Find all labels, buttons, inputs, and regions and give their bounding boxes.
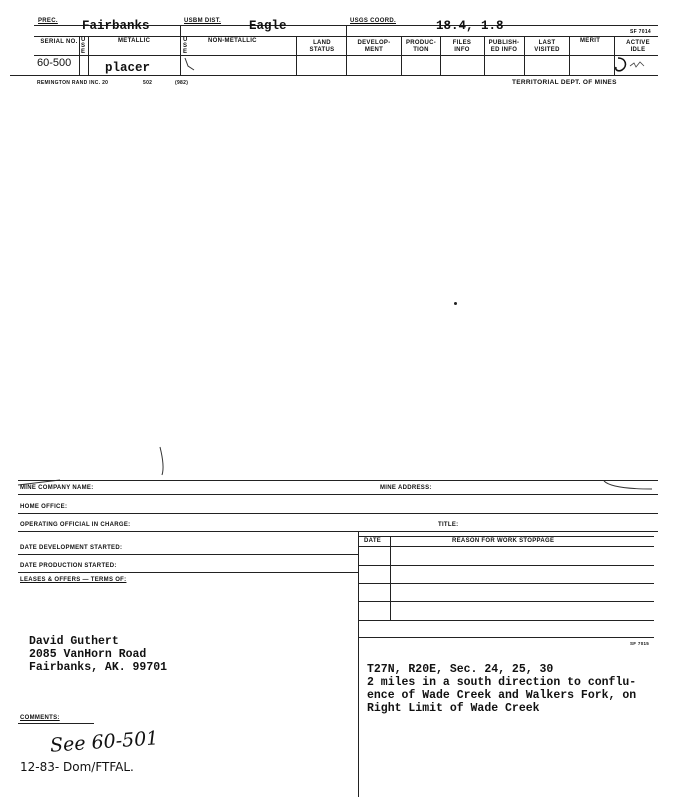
col-use-metallic: U S E [81, 37, 86, 55]
prec-value: Fairbanks [82, 19, 150, 33]
rule [18, 554, 358, 555]
rule [358, 620, 654, 621]
col-merit: MERIT [580, 38, 601, 44]
title-label: TITLE: [438, 522, 459, 528]
divider [484, 36, 485, 75]
divider [569, 36, 570, 75]
col-files-info: FILES INFO [452, 40, 472, 53]
location-line-4: Right Limit of Wade Creek [367, 702, 540, 715]
date-col-header: DATE [364, 538, 382, 544]
metallic-value: placer [105, 61, 151, 75]
mine-address-label: MINE ADDRESS: [380, 485, 432, 491]
handwritten-initials: 12-83- Dom/FTFAL. [20, 760, 134, 774]
col-use-nonmetallic: U S E [183, 37, 188, 55]
col-serial-no: SERIAL NO. [40, 39, 78, 45]
form-code-bottom: SF 7015 [630, 641, 650, 646]
printer-code: 502 [143, 80, 153, 86]
rule [18, 513, 658, 514]
comments-label: COMMENTS: [20, 715, 60, 721]
divider [296, 36, 297, 75]
home-office-label: HOME OFFICE: [20, 504, 68, 510]
usgs-coord-value: 18.4, 1.8 [436, 19, 504, 33]
owner-street: 2085 VanHorn Road [29, 648, 147, 661]
rule [358, 546, 654, 547]
col-nonmetallic: NON-METALLIC [208, 38, 257, 44]
serial-value: 60-500 [37, 57, 72, 69]
location-line-3: ence of Wade Creek and Walkers Fork, on [367, 689, 637, 702]
form-code-top: SF 7014 [630, 29, 652, 35]
owner-city: Fairbanks, AK. 99701 [29, 661, 168, 674]
rule [358, 583, 654, 584]
usbm-dist-value: Eagle [249, 19, 287, 33]
printer-code-2: (982) [175, 80, 189, 86]
rule [358, 637, 654, 638]
mine-company-label: MINE COMPANY NAME: [20, 485, 94, 491]
divider [390, 536, 391, 620]
col-active-idle: ACTIVE IDLE [626, 40, 650, 53]
location-line-2: 2 miles in a south direction to conflu- [367, 676, 637, 689]
rule [358, 536, 654, 537]
dept-name: TERRITORIAL DEPT. OF MINES [512, 79, 617, 86]
col-last-visited: LAST VISITED [534, 40, 560, 53]
rule [18, 494, 658, 495]
date-development-label: DATE DEVELOPMENT STARTED: [20, 545, 123, 551]
rule [18, 531, 658, 532]
location-line-1: T27N, R20E, Sec. 24, 25, 30 [367, 663, 554, 676]
divider [79, 36, 80, 75]
divider [524, 36, 525, 75]
divider [358, 531, 359, 797]
col-land-status: LAND STATUS [309, 40, 335, 53]
handwritten-see-ref: See 60-501 [49, 727, 160, 757]
divider [88, 36, 89, 75]
rule-top [18, 480, 658, 481]
divider [401, 36, 402, 75]
prec-label: PREC. [38, 18, 58, 24]
reason-col-header: REASON FOR WORK STOPPAGE [452, 538, 555, 544]
usbm-dist-label: USBM DIST. [184, 18, 222, 24]
pencil-mark-icon [182, 56, 196, 74]
date-production-label: DATE PRODUCTION STARTED: [20, 563, 117, 569]
col-published-info: PUBLISH-ED INFO [488, 40, 520, 53]
comments-rule [18, 723, 94, 724]
printer-line: REMINGTON RAND INC. 20 [37, 80, 109, 86]
owner-name: David Guthert [29, 635, 119, 648]
rule [18, 572, 358, 573]
divider [180, 25, 181, 75]
operating-official-label: OPERATING OFFICIAL IN CHARGE: [20, 522, 131, 528]
speck [454, 302, 457, 305]
col-development: DEVELOP-MENT [357, 40, 391, 53]
hand-scribble-icon [612, 54, 658, 76]
divider [440, 36, 441, 75]
rule [358, 565, 654, 566]
col-production: PRODUC-TION [405, 40, 437, 53]
divider [346, 25, 347, 75]
usgs-coord-label: USGS COORD. [350, 18, 396, 24]
owner-block [29, 635, 167, 674]
location-block [367, 663, 636, 715]
header-bottom-rule [10, 75, 658, 76]
leases-label: LEASES & OFFERS — TERMS OF: [20, 577, 127, 583]
rule [358, 601, 654, 602]
card-edge-icon [0, 445, 678, 495]
col-metallic: METALLIC [118, 38, 151, 44]
